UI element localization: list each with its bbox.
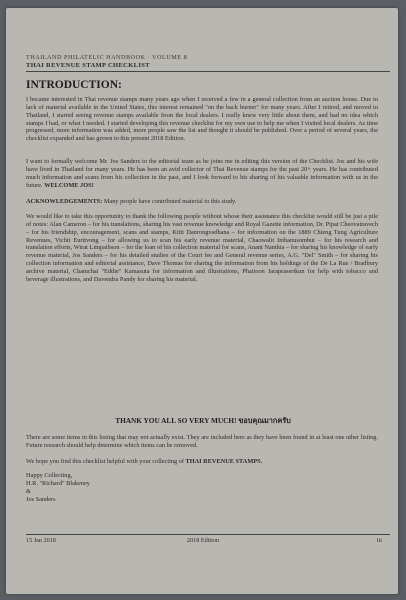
header-rule <box>26 71 390 72</box>
footer-date: 15 Jan 2018 <box>26 537 56 544</box>
introduction-heading: INTRODUCTION: <box>26 79 122 91</box>
acknowledgements-heading: ACKNOWLEDGEMENTS: <box>26 198 103 205</box>
closing-emphasis: THAI REVENUE STAMPS <box>185 458 261 465</box>
welcome-paragraph <box>26 158 378 189</box>
footer-page-number: iii <box>376 537 382 544</box>
running-header-title: THAILAND PHILATELIC HANDBOOK · VOLUME 8 <box>26 54 188 61</box>
welcome-text: I want to formally welcome Mr. Jos Sanders to the editorial team as he joins me in editing this version of the Checklist. Jos and his wife have lived in Thailand for many years. He has been an avid collector of Thai Revenue stamps for the past 20+ years. He has contributed much information and scans from his collection in the past, and I look forward to his sharing of his valuable information with us in the future. <box>26 158 378 189</box>
signature-name-2: Jos Sanders <box>26 495 56 503</box>
closing-text: We hope you find this checklist helpful with your collecting of <box>26 458 184 465</box>
footer-edition: 2018 Edition <box>186 537 220 544</box>
closing-paragraph: We hope you find this checklist helpful with your collecting of THAI REVENUE STAMPS. <box>26 458 263 465</box>
thanks-list-paragraph: We would like to take this opportunity to thank the following people without whose their assistance this checklist would still be just a pile of notes: Alan Cameron – for his translations, sharing his vast revenue knowledge and Royal Gazette information, Dr. Pipat Cheovatravech – for his friendship, encouragement, scans and stamps, Kitti Danrongvadhana – for information on the 1889 Chieng Tung Agriculture Revenues, Vichit Euritvong – for allowing us to scan his early revenue material, Chaowalit Inthanusombut – for his research and translation efforts, Wirat Limpaibson – for the loan of his collection material for scans, Anant Nanthia – for sharing his knowledge of early revenue material, Jos Sanders – for his detailed studies of the Court fee and General revenue series, A.G. "Del" Smith – for sharing his collection information and editorial assistance, Dave Thomas for sharing the information from his holdings of the De La Rue / Bradbury archive material, Chamchai "Eddie" Kamasuta for information and illustrations, Phaitoon Jaraprasertkun for help with tobacco and beverage illustrations, and Davendra Pandy for sharing his material. <box>26 213 378 283</box>
signature-salutation: Happy Collecting, <box>26 472 73 479</box>
thank-you-line: THANK YOU ALL SO VERY MUCH! ขอบคุณมากครับ <box>115 416 291 425</box>
acknowledgements-paragraph <box>26 198 378 206</box>
welcome-emphasis: WELCOME JOS! <box>44 181 94 189</box>
running-header-subtitle: THAI REVENUE STAMP CHECKLIST <box>26 62 150 69</box>
signature-block <box>26 472 90 504</box>
signature-name-1: H.R. "Richard" Blakeney <box>26 479 90 487</box>
signature-ampersand: & <box>26 487 31 495</box>
intro-paragraph: I became interested in Thai revenue stamps many years ago when I received a few in a general collection from an auction house. Due to lack of material available in the United States, this interest remained "on the back burner" for many years. After I retired, and moved to Thailand, I started seeing revenue stamps available from the local dealers. I really knew very little about them, and had no idea which stamps I had, or what I needed. I started developing this revenue checklist for my own use to help me when I visited local dealers. As time progressed, more information was added, more people saw the list and thought it should be published. Over a period of several years, the checklist expanded and has grown to this present 2018 Edition. <box>26 96 378 143</box>
disclaimer-paragraph: There are some items in this listing that may not actually exist. They are included here as they have been found in at least one other listing. Future research should help determine which items can be removed. <box>26 434 378 449</box>
footer-rule <box>26 534 390 535</box>
acknowledgements-text: Many people have contributed material to this study. <box>103 198 237 205</box>
